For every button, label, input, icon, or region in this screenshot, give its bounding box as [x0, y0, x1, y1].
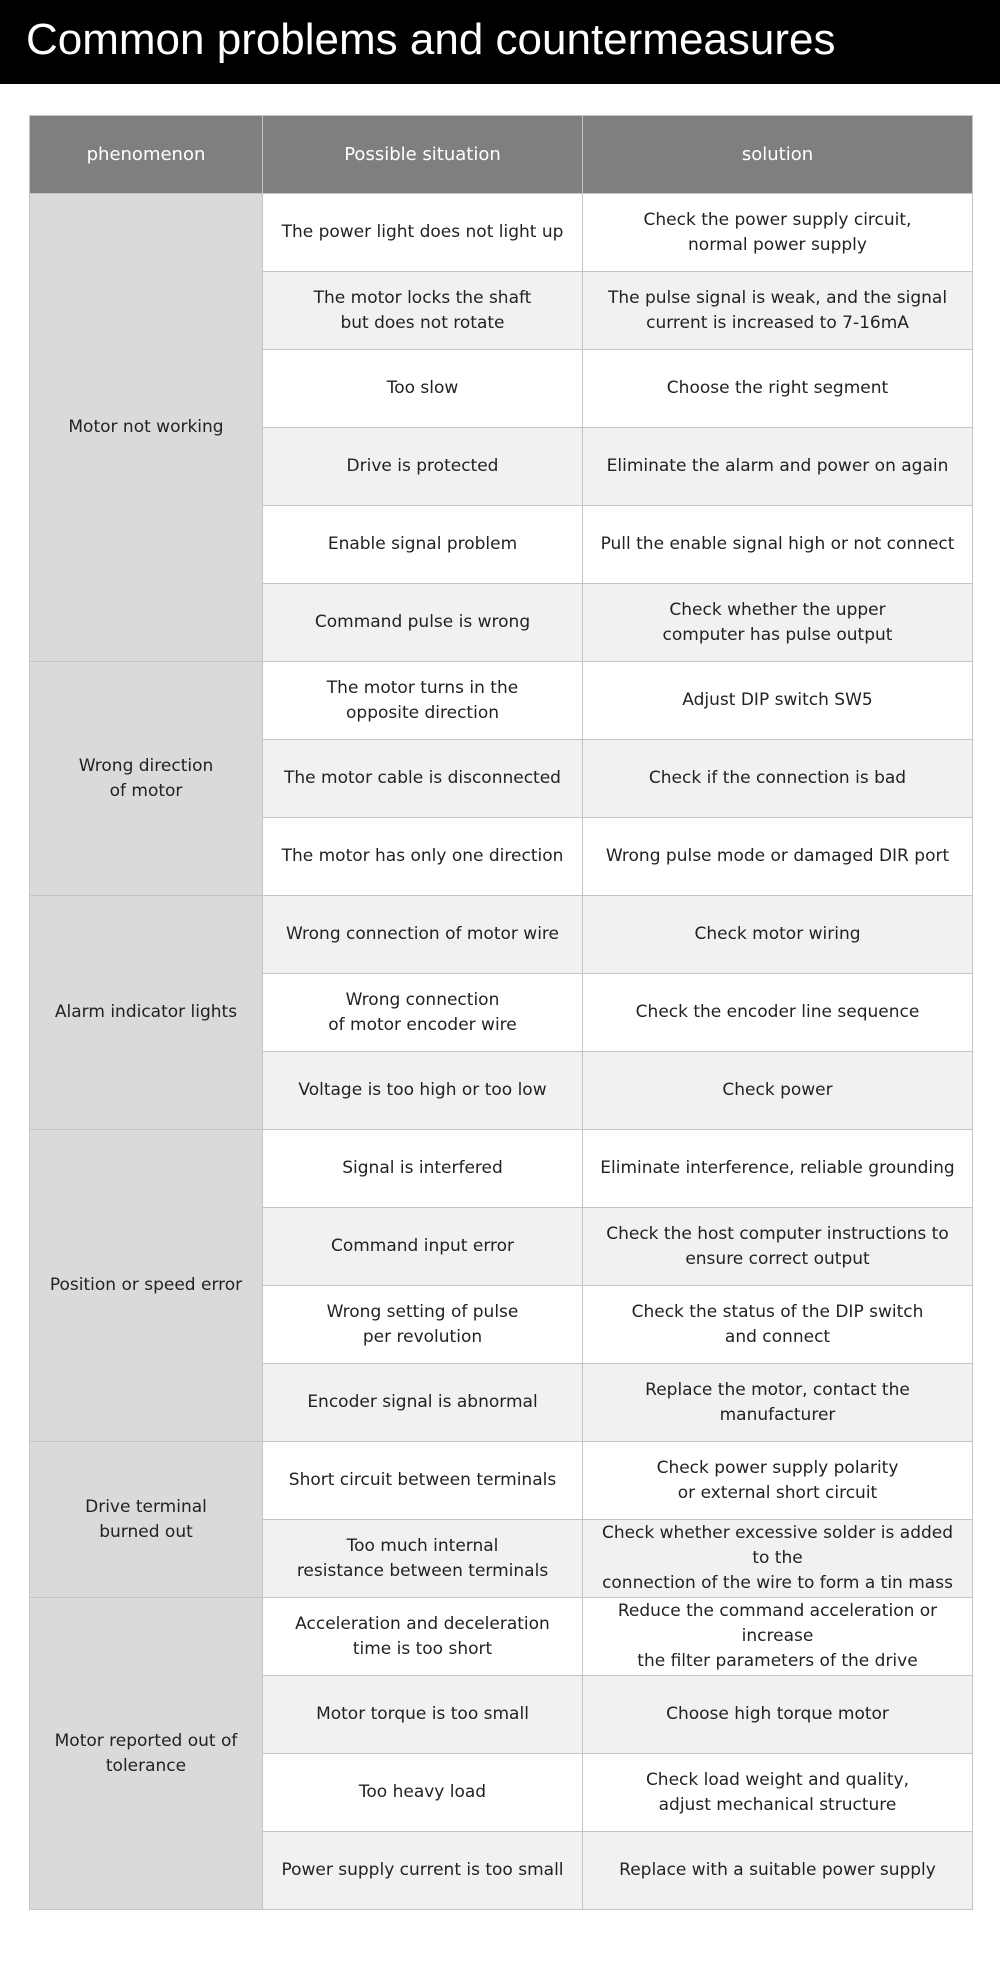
column-header-solution: solution: [583, 116, 973, 194]
table-row: [30, 1130, 973, 1208]
situation-cell: Drive is protected: [263, 428, 583, 506]
solution-cell: Eliminate interference, reliable grounding: [583, 1130, 973, 1208]
situation-cell: Short circuit between terminals: [263, 1442, 583, 1520]
situation-cell: Wrong connection of motor encoder wire: [263, 974, 583, 1052]
solution-cell: Eliminate the alarm and power on again: [583, 428, 973, 506]
table-row: [30, 194, 973, 272]
solution-cell: Check the encoder line sequence: [583, 974, 973, 1052]
situation-cell: Signal is interfered: [263, 1130, 583, 1208]
situation-cell: The motor has only one direction: [263, 818, 583, 896]
solution-cell: Replace with a suitable power supply: [583, 1832, 973, 1910]
solution-cell: The pulse signal is weak, and the signal current is increased to 7-16mA: [583, 272, 973, 350]
situation-cell: The motor turns in the opposite direction: [263, 662, 583, 740]
solution-cell: Wrong pulse mode or damaged DIR port: [583, 818, 973, 896]
phenomenon-cell: Alarm indicator lights: [30, 896, 263, 1130]
solution-cell: Choose high torque motor: [583, 1676, 973, 1754]
solution-cell: Check whether the upper computer has pulse output: [583, 584, 973, 662]
phenomenon-cell: Wrong direction of motor: [30, 662, 263, 896]
solution-cell: Pull the enable signal high or not connect: [583, 506, 973, 584]
table-header-row: [30, 116, 973, 194]
table-row: [30, 896, 973, 974]
situation-cell: Command pulse is wrong: [263, 584, 583, 662]
table-row: [30, 1442, 973, 1520]
table-body: [30, 194, 973, 1910]
situation-cell: Too much internal resistance between terminals: [263, 1520, 583, 1598]
situation-cell: Too heavy load: [263, 1754, 583, 1832]
solution-cell: Reduce the command acceleration or increase the filter parameters of the drive: [583, 1598, 973, 1676]
column-header-phenomenon: phenomenon: [30, 116, 263, 194]
situation-cell: Power supply current is too small: [263, 1832, 583, 1910]
solution-cell: Check the status of the DIP switch and connect: [583, 1286, 973, 1364]
phenomenon-cell: Position or speed error: [30, 1130, 263, 1442]
solution-cell: Check the power supply circuit, normal power supply: [583, 194, 973, 272]
situation-cell: The motor locks the shaft but does not rotate: [263, 272, 583, 350]
troubleshooting-table: [29, 115, 973, 1910]
solution-cell: Check whether excessive solder is added to the connection of the wire to form a tin mass: [583, 1520, 973, 1598]
situation-cell: Command input error: [263, 1208, 583, 1286]
situation-cell: Motor torque is too small: [263, 1676, 583, 1754]
situation-cell: Wrong setting of pulse per revolution: [263, 1286, 583, 1364]
situation-cell: Encoder signal is abnormal: [263, 1364, 583, 1442]
solution-cell: Check motor wiring: [583, 896, 973, 974]
situation-cell: Voltage is too high or too low: [263, 1052, 583, 1130]
title-banner: [0, 0, 1000, 84]
situation-cell: Enable signal problem: [263, 506, 583, 584]
solution-cell: Check the host computer instructions to ensure correct output: [583, 1208, 973, 1286]
solution-cell: Adjust DIP switch SW5: [583, 662, 973, 740]
solution-cell: Check power supply polarity or external short circuit: [583, 1442, 973, 1520]
solution-cell: Check power: [583, 1052, 973, 1130]
phenomenon-cell: Motor not working: [30, 194, 263, 662]
solution-cell: Replace the motor, contact the manufacturer: [583, 1364, 973, 1442]
column-header-situation: Possible situation: [263, 116, 583, 194]
table-row: [30, 1598, 973, 1676]
page-title: Common problems and countermeasures: [26, 15, 836, 64]
situation-cell: Too slow: [263, 350, 583, 428]
phenomenon-cell: Motor reported out of tolerance: [30, 1598, 263, 1910]
situation-cell: Acceleration and deceleration time is too short: [263, 1598, 583, 1676]
solution-cell: Check load weight and quality, adjust mechanical structure: [583, 1754, 973, 1832]
situation-cell: Wrong connection of motor wire: [263, 896, 583, 974]
table-row: [30, 662, 973, 740]
situation-cell: The power light does not light up: [263, 194, 583, 272]
solution-cell: Choose the right segment: [583, 350, 973, 428]
phenomenon-cell: Drive terminal burned out: [30, 1442, 263, 1598]
situation-cell: The motor cable is disconnected: [263, 740, 583, 818]
solution-cell: Check if the connection is bad: [583, 740, 973, 818]
